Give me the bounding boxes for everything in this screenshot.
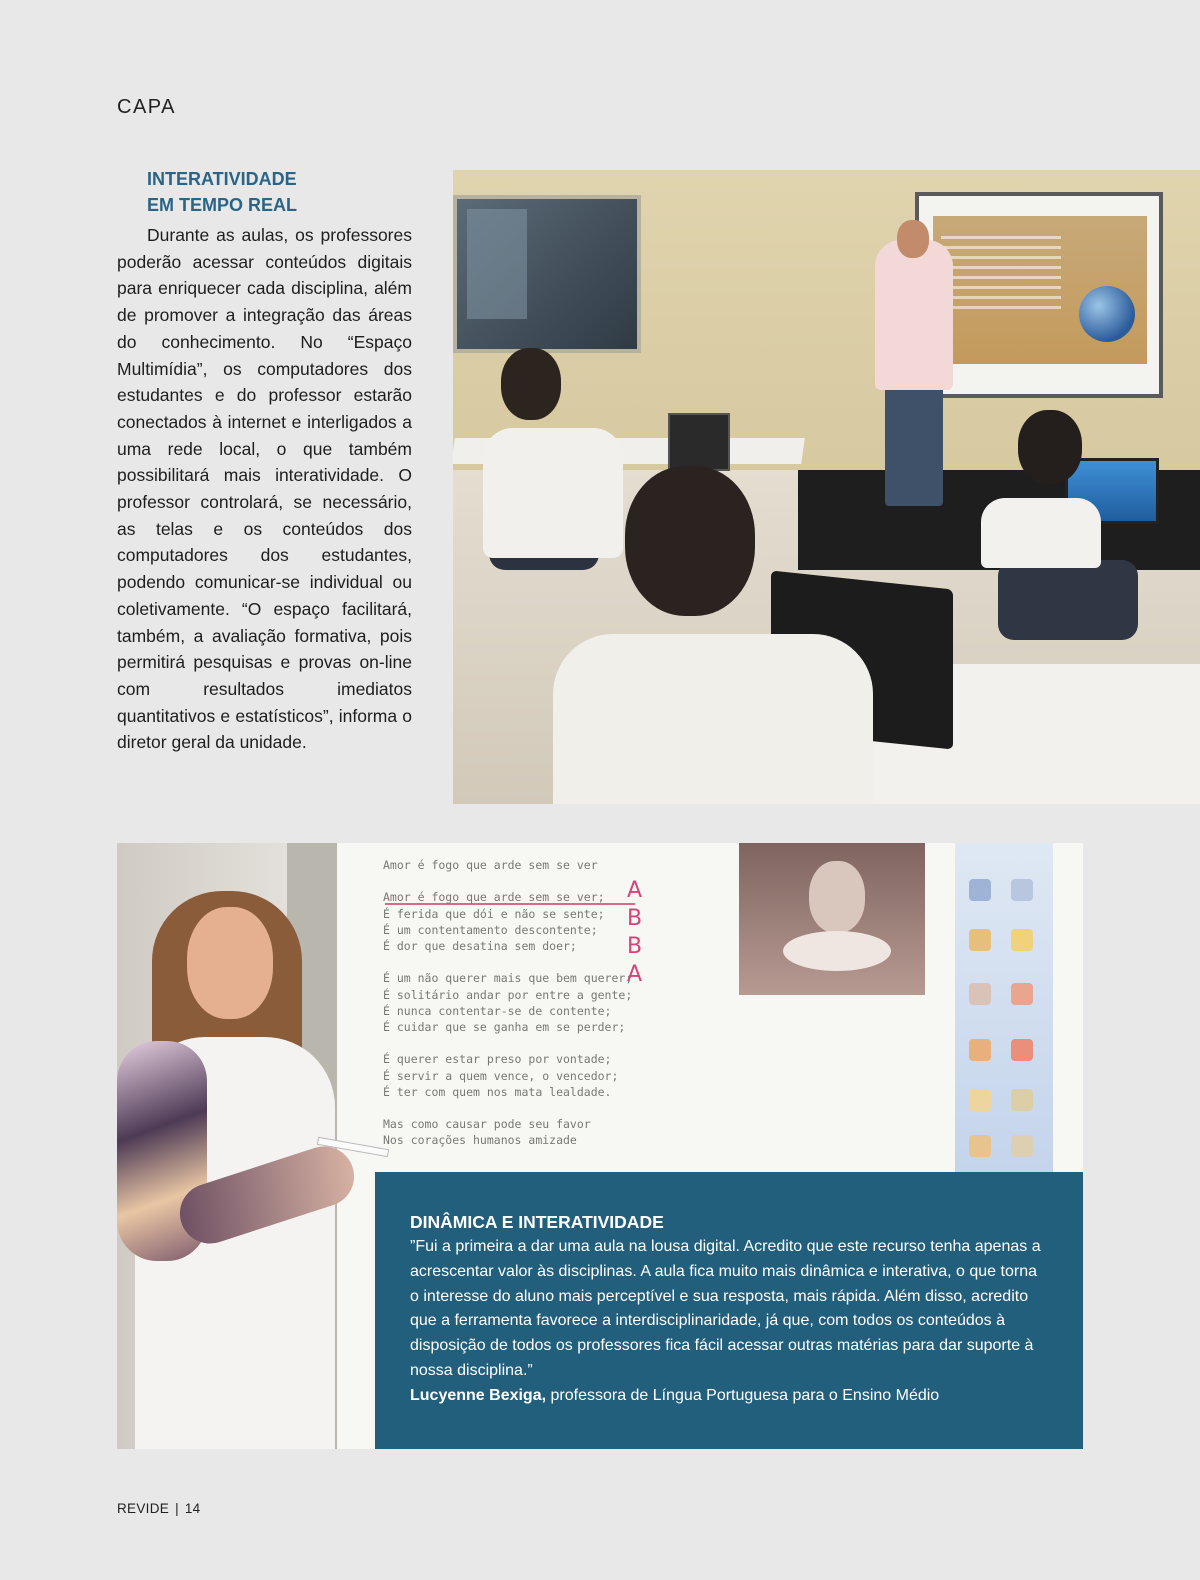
quote-text: ”Fui a primeira a dar uma aula na lousa digital. Acredito que este recurso tenha apenas a acrescentar valor às disciplinas. A aula fica muito mais dinâmica e interativa, o que torna o interesse do aluno mais perceptível e sua resposta, mais rápida. Além disso, acredito que a ferramenta favorece a interdisciplinaridade, já que, com todos os conteúdos à disposição de todos os professores fica fácil acessar outras matérias para dar suporte à nossa disciplina.” [410, 1238, 1041, 1379]
marker-tool-icon [1011, 929, 1033, 951]
article-heading-line1: INTERATIVIDADE [147, 169, 297, 189]
pen-tool-icon [969, 879, 991, 901]
delete-icon [1011, 1039, 1033, 1061]
student-figure [981, 498, 1101, 568]
page-number: 14 [184, 1501, 201, 1516]
laptop [668, 413, 730, 471]
page-footer [117, 1501, 201, 1516]
board-rhyme-marks: A B B A [627, 878, 643, 987]
globe-image [1079, 286, 1135, 342]
page-icon [969, 1089, 991, 1111]
article-heading [147, 166, 412, 218]
classroom-photo [453, 170, 1200, 804]
undo-icon [969, 1039, 991, 1061]
board-toolbar [955, 843, 1053, 1173]
pencil-tool-icon [969, 929, 991, 951]
highlighter-tool-icon [1011, 879, 1033, 901]
quote-author-role: professora de Língua Portuguesa para o Ensino Médio [546, 1386, 940, 1404]
magazine-name: REVIDE [117, 1501, 170, 1516]
student-figure [483, 428, 623, 558]
folder-icon [969, 1135, 991, 1157]
brush-tool-icon [1011, 983, 1033, 1005]
clipboard-icon [1011, 1089, 1033, 1111]
article-body: Durante as aulas, os professores poderão acessar conteúdos digitais para enriquecer cada disciplina, além de promover a integração das áreas do conhecimento. No “Espaço Multimídia”, os computadores dos estudantes e do professor estarão conectados à internet e interligados a uma rede local, o que também possibilitará mais interatividade. O professor controlará, se necessário, as telas e os conteúdos dos computadores dos estudantes, podendo comunicar-se individual ou coletivamente. “O espaço facilitará, também, a avaliação formativa, pois permitirá pesquisas e provas on-line com resultados imediatos quantitativos e estatísticos”, informa o diretor geral da unidade. [117, 225, 412, 753]
quote-title: DINÂMICA E INTERATIVIDADE [410, 1212, 664, 1232]
document-icon [1011, 1135, 1033, 1157]
chair [998, 560, 1138, 640]
quote-box [375, 1172, 1083, 1449]
portrait-image [739, 843, 925, 995]
quote-author: Lucyenne Bexiga, [410, 1386, 547, 1404]
classroom-window [453, 195, 641, 353]
eraser-tool-icon [969, 983, 991, 1005]
student-figure [553, 634, 873, 804]
footer-separator: | [175, 1501, 179, 1516]
teacher-figure [885, 376, 943, 506]
board-annotation [385, 883, 635, 905]
quote-attribution [410, 1384, 1049, 1409]
board-poem: Amor é fogo que arde sem se ver Amor é fogo que arde sem se ver; É ferida que dói e não se sente; É um contentamento descontente; É dor que desatina sem doer; É um não querer mais que bem querer; É solitário andar por entre a gente; É nunca contentar-se de contente; É cuidar que se ganha em se perder; É querer estar preso por vontade; É servir a quem vence, o vencedor; É ter com quem nos mata lealdade. Mas como causar pode seu favor Nos corações humanos amizade [383, 858, 633, 1148]
article-heading-line2: EM TEMPO REAL [147, 195, 298, 215]
article [117, 166, 412, 756]
section-label: CAPA [117, 96, 176, 118]
